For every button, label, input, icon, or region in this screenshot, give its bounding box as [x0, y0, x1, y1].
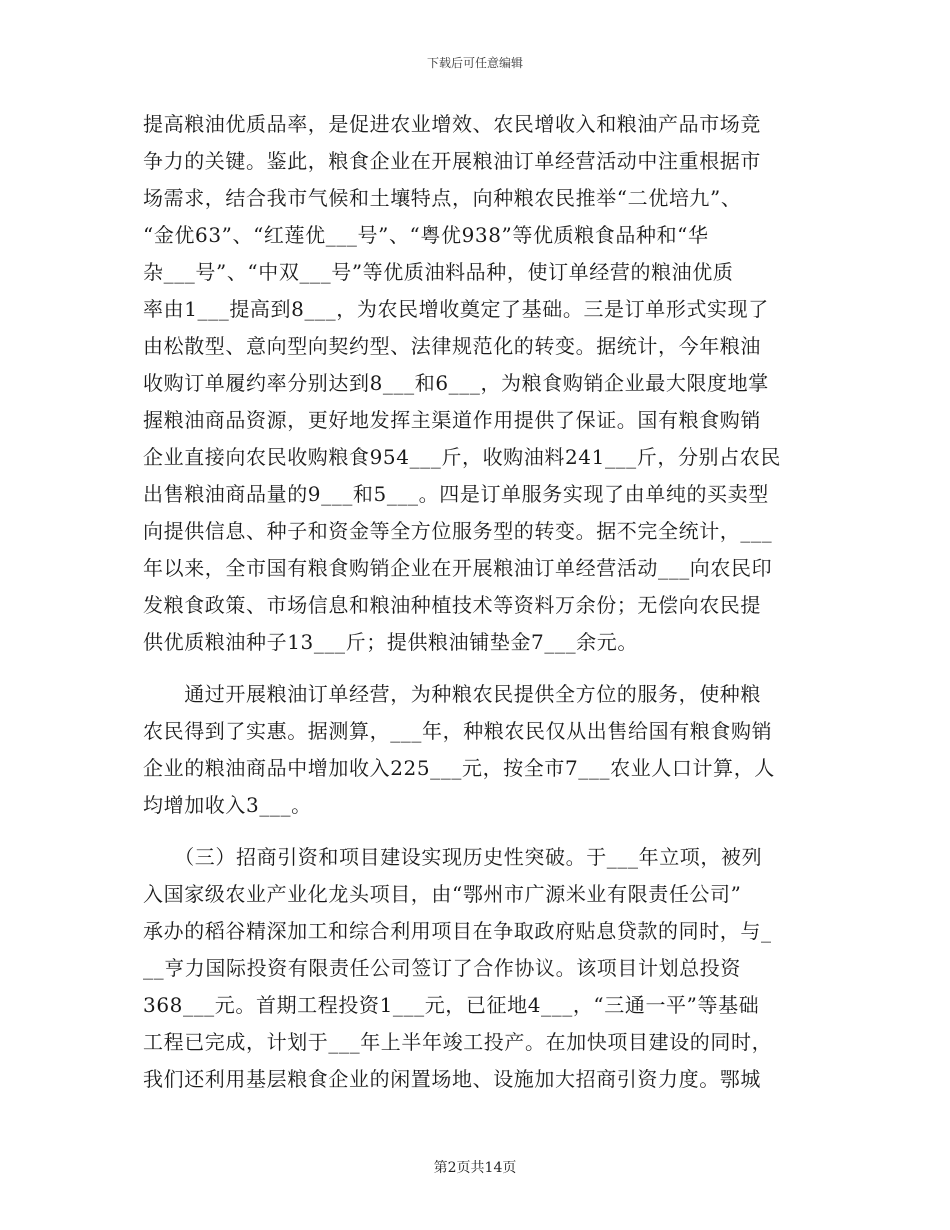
text-line: 供优质粮油种子13___斤；提供粮油铺垫金7___余元。: [143, 630, 638, 654]
text-line: 承办的稻谷精深加工和综合利用项目在争取政府贴息贷款的同时，与_: [143, 919, 772, 943]
text-line: 由松散型、意向型向契约型、法律规范化的转变。据统计，今年粮油: [143, 334, 761, 358]
text-line: 发粮食政策、市场信息和粮油种植技术等资料万余份；无偿向农民提: [143, 593, 761, 617]
text-line: __亨力国际投资有限责任公司签订了合作协议。该项目计划总投资: [143, 956, 741, 980]
text-line: 通过开展粮油订单经营，为种粮农民提供全方位的服务，使种粮: [143, 682, 761, 706]
page-footer: 第2页共14页: [433, 1160, 517, 1176]
text-line: 企业直接向农民收购粮食954___斤，收购油料241___斤，分别占农民: [143, 445, 781, 469]
text-line: 农民得到了实惠。据测算，___年，种粮农民仅从出售给国有粮食购销: [143, 719, 773, 743]
text-line: 场需求，结合我市气候和土壤特点，向种粮农民推举“二优培九”、: [143, 186, 742, 210]
text-line: “金优63”、“红莲优___号”、“粤优938”等优质粮食品种和“华: [143, 223, 709, 247]
text-line: 年以来，全市国有粮食购销企业在开展粮油订单经营活动___向农民印: [143, 556, 773, 580]
text-line: 入国家级农业产业化龙头项目，由“鄂州市广源米业有限责任公司”: [143, 882, 742, 906]
text-line: 368___元。首期工程投资1___元，已征地4___，“三通一平”等基础: [143, 993, 760, 1017]
text-line: 出售粮油商品量的9___和5___。四是订单服务实现了由单纯的买卖型: [143, 482, 769, 506]
text-line: 握粮油商品资源，更好地发挥主渠道作用提供了保证。国有粮食购销: [143, 408, 761, 432]
text-line: （三）招商引资和项目建设实现历史性突破。于___年立项，被列: [143, 845, 763, 869]
page-header: 下载后可任意编辑: [426, 56, 523, 70]
text-line: 争力的关键。鉴此，粮食企业在开展粮油订单经营活动中注重根据市: [143, 149, 761, 173]
text-line: 率由1___提高到8___，为农民增收奠定了基础。三是订单形式实现了: [143, 297, 769, 321]
document-body: [143, 106, 808, 1098]
paragraph: [143, 106, 808, 661]
text-line: 均增加收入3___。: [143, 793, 312, 817]
paragraph: [143, 676, 808, 824]
paragraph: [143, 839, 808, 1098]
text-line: 我们还利用基层粮食企业的闲置场地、设施加大招商引资力度。鄂城: [143, 1067, 761, 1091]
text-line: 杂___号”、“中双___号”等优质油料品种，使订单经营的粮油优质: [143, 260, 734, 284]
text-line: 企业的粮油商品中增加收入225___元，按全市7___农业人口计算，人: [143, 756, 775, 780]
paragraph-gap: [143, 661, 808, 676]
text-line: 向提供信息、种子和资金等全方位服务型的转变。据不完全统计，___: [143, 519, 773, 543]
text-line: 提高粮油优质品率，是促进农业增效、农民增收入和粮油产品市场竞: [143, 112, 761, 136]
paragraph-gap: [143, 824, 808, 839]
text-line: 工程已完成，计划于___年上半年竣工投产。在加快项目建设的同时，: [143, 1030, 773, 1054]
text-line: 收购订单履约率分别达到8___和6___，为粮食购销企业最大限度地掌: [143, 371, 769, 395]
